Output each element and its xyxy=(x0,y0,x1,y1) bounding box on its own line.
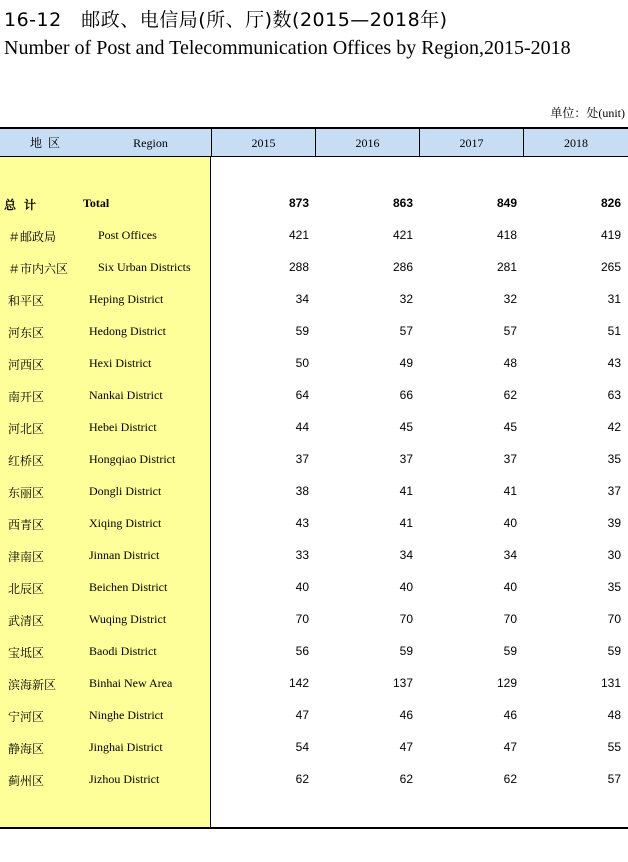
value-cell-2018: 48 xyxy=(607,708,621,722)
value-cell-2016: 59 xyxy=(399,644,413,658)
value-cell-2017: 40 xyxy=(503,580,517,594)
value-cell-2016: 40 xyxy=(399,580,413,594)
region-name-chinese: 和平区 xyxy=(8,294,45,308)
value-cell-2016: 37 xyxy=(399,452,413,466)
value-cell-2015: 62 xyxy=(295,772,309,786)
value-cell-2016: 45 xyxy=(399,420,413,434)
value-cell-2015: 43 xyxy=(295,516,309,530)
region-name-chinese: 红桥区 xyxy=(8,454,45,468)
region-name-english: Hebei District xyxy=(89,420,157,434)
region-name-english: Binhai New Area xyxy=(89,676,173,690)
value-cell-2015: 56 xyxy=(295,644,309,658)
value-cell-2016: 57 xyxy=(399,324,413,338)
region-name-chinese: 南开区 xyxy=(8,390,45,404)
region-name-english: Six Urban Districts xyxy=(98,260,191,274)
value-cell-2018: 63 xyxy=(607,388,621,402)
value-cell-2015: 54 xyxy=(295,740,309,754)
value-cell-2016: 34 xyxy=(399,548,413,562)
value-cell-2017: 34 xyxy=(503,548,517,562)
value-cell-2018: 51 xyxy=(607,324,621,338)
value-cell-2016: 421 xyxy=(392,228,413,242)
table-row-total xyxy=(0,196,628,228)
region-name-english: Total xyxy=(83,196,110,210)
value-cell-2015: 421 xyxy=(288,228,309,242)
value-cell-2015: 873 xyxy=(288,196,309,210)
value-cell-2018: 42 xyxy=(607,420,621,434)
value-cell-2016: 46 xyxy=(399,708,413,722)
header-year-2017: 2017 xyxy=(419,129,523,157)
region-name-chinese: 河西区 xyxy=(8,358,45,372)
value-cell-2018: 30 xyxy=(607,548,621,562)
value-cell-2017: 849 xyxy=(496,196,517,210)
table-title-english: Number of Post and Telecommunication Offices by Region,2015-2018 xyxy=(4,37,571,59)
value-cell-2016: 70 xyxy=(399,612,413,626)
value-cell-2015: 47 xyxy=(295,708,309,722)
value-cell-2016: 47 xyxy=(399,740,413,754)
region-name-chinese: 宁河区 xyxy=(8,710,45,724)
header-year-2015: 2015 xyxy=(211,129,315,157)
value-cell-2015: 64 xyxy=(295,388,309,402)
region-name-english: Nankai District xyxy=(89,388,163,402)
value-cell-2016: 32 xyxy=(399,292,413,306)
value-cell-2016: 41 xyxy=(399,516,413,530)
region-name-chinese: 津南区 xyxy=(8,550,45,564)
region-name-chinese: 总计 xyxy=(4,198,45,212)
value-cell-2015: 70 xyxy=(295,612,309,626)
table-bottom-rule xyxy=(0,827,628,829)
value-cell-2015: 288 xyxy=(288,260,309,274)
value-cell-2018: 35 xyxy=(607,580,621,594)
table-row xyxy=(0,228,628,260)
value-cell-2016: 62 xyxy=(399,772,413,786)
region-name-chinese: 东丽区 xyxy=(8,486,45,500)
value-cell-2015: 59 xyxy=(295,324,309,338)
value-cell-2018: 265 xyxy=(600,260,621,274)
region-name-english: Hongqiao District xyxy=(89,452,176,466)
value-cell-2017: 45 xyxy=(503,420,517,434)
table-row xyxy=(0,388,628,420)
value-cell-2015: 50 xyxy=(295,356,309,370)
value-cell-2017: 40 xyxy=(503,516,517,530)
region-name-english: Jizhou District xyxy=(89,772,160,786)
table-row xyxy=(0,580,628,612)
value-cell-2017: 46 xyxy=(503,708,517,722)
value-cell-2017: 418 xyxy=(496,228,517,242)
region-name-english: Ninghe District xyxy=(89,708,164,722)
value-cell-2016: 286 xyxy=(392,260,413,274)
table-header xyxy=(0,127,628,157)
header-year-2016: 2016 xyxy=(315,129,419,157)
header-region-chinese: 地区 xyxy=(29,136,66,150)
table-row xyxy=(0,260,628,292)
value-cell-2017: 57 xyxy=(503,324,517,338)
table-title-chinese: 16-12 邮政、电信局(所、厅)数(2015—2018年) xyxy=(4,9,448,31)
region-name-english: Heping District xyxy=(89,292,164,306)
value-cell-2015: 37 xyxy=(295,452,309,466)
value-cell-2017: 47 xyxy=(503,740,517,754)
value-cell-2017: 62 xyxy=(503,388,517,402)
table-row xyxy=(0,612,628,644)
value-cell-2018: 131 xyxy=(600,676,621,690)
value-cell-2016: 41 xyxy=(399,484,413,498)
value-cell-2015: 33 xyxy=(295,548,309,562)
value-cell-2017: 70 xyxy=(503,612,517,626)
region-name-english: Jinnan District xyxy=(89,548,160,562)
value-cell-2018: 55 xyxy=(607,740,621,754)
value-cell-2016: 49 xyxy=(399,356,413,370)
value-cell-2018: 419 xyxy=(600,228,621,242)
value-cell-2018: 37 xyxy=(607,484,621,498)
table-row xyxy=(0,708,628,740)
region-name-english: Xiqing District xyxy=(89,516,162,530)
value-cell-2016: 863 xyxy=(392,196,413,210)
region-name-chinese: 河北区 xyxy=(8,422,45,436)
value-cell-2017: 281 xyxy=(496,260,517,274)
value-cell-2015: 38 xyxy=(295,484,309,498)
region-name-english: Beichen District xyxy=(89,580,168,594)
unit-label-chinese: 单位：处 xyxy=(550,106,599,120)
value-cell-2017: 62 xyxy=(503,772,517,786)
region-name-chinese: 河东区 xyxy=(8,326,45,340)
region-name-english: Post Offices xyxy=(98,228,157,242)
value-cell-2015: 142 xyxy=(288,676,309,690)
value-cell-2017: 129 xyxy=(496,676,517,690)
table-row xyxy=(0,420,628,452)
value-cell-2018: 57 xyxy=(607,772,621,786)
region-name-english: Hexi District xyxy=(89,356,152,370)
region-name-chinese: 滨海新区 xyxy=(8,678,57,692)
value-cell-2018: 31 xyxy=(607,292,621,306)
value-cell-2018: 43 xyxy=(607,356,621,370)
region-name-english: Dongli District xyxy=(89,484,162,498)
region-name-chinese: ＃邮政局 xyxy=(8,230,57,244)
value-cell-2017: 48 xyxy=(503,356,517,370)
region-name-chinese: 蓟州区 xyxy=(8,774,45,788)
table-row xyxy=(0,676,628,708)
value-cell-2015: 34 xyxy=(295,292,309,306)
table-row xyxy=(0,516,628,548)
table-row xyxy=(0,484,628,516)
region-name-english: Jinghai District xyxy=(89,740,163,754)
table-row xyxy=(0,324,628,356)
table-row xyxy=(0,740,628,772)
table-row xyxy=(0,644,628,676)
region-name-chinese: ＃市内六区 xyxy=(8,262,69,276)
value-cell-2016: 137 xyxy=(392,676,413,690)
table-row xyxy=(0,452,628,484)
region-name-chinese: 武清区 xyxy=(8,614,45,628)
value-cell-2018: 70 xyxy=(607,612,621,626)
value-cell-2017: 32 xyxy=(503,292,517,306)
value-cell-2016: 66 xyxy=(399,388,413,402)
value-cell-2017: 59 xyxy=(503,644,517,658)
region-name-chinese: 宝坻区 xyxy=(8,646,45,660)
region-name-chinese: 静海区 xyxy=(8,742,45,756)
value-cell-2017: 37 xyxy=(503,452,517,466)
region-name-chinese: 北辰区 xyxy=(8,582,45,596)
value-cell-2018: 39 xyxy=(607,516,621,530)
value-cell-2018: 826 xyxy=(600,196,621,210)
table-row xyxy=(0,356,628,388)
table-row xyxy=(0,772,628,804)
value-cell-2018: 59 xyxy=(607,644,621,658)
unit-label-english: (unit) xyxy=(598,106,625,120)
table-row xyxy=(0,292,628,324)
table-row xyxy=(0,548,628,580)
value-cell-2017: 41 xyxy=(503,484,517,498)
region-name-english: Wuqing District xyxy=(89,612,167,626)
header-region-english: Region xyxy=(133,136,168,150)
value-cell-2015: 40 xyxy=(295,580,309,594)
region-name-english: Hedong District xyxy=(89,324,166,338)
header-year-2018: 2018 xyxy=(523,129,628,157)
region-name-english: Baodi District xyxy=(89,644,157,658)
unit-label xyxy=(550,104,625,121)
value-cell-2015: 44 xyxy=(295,420,309,434)
value-cell-2018: 35 xyxy=(607,452,621,466)
region-name-chinese: 西青区 xyxy=(8,518,45,532)
